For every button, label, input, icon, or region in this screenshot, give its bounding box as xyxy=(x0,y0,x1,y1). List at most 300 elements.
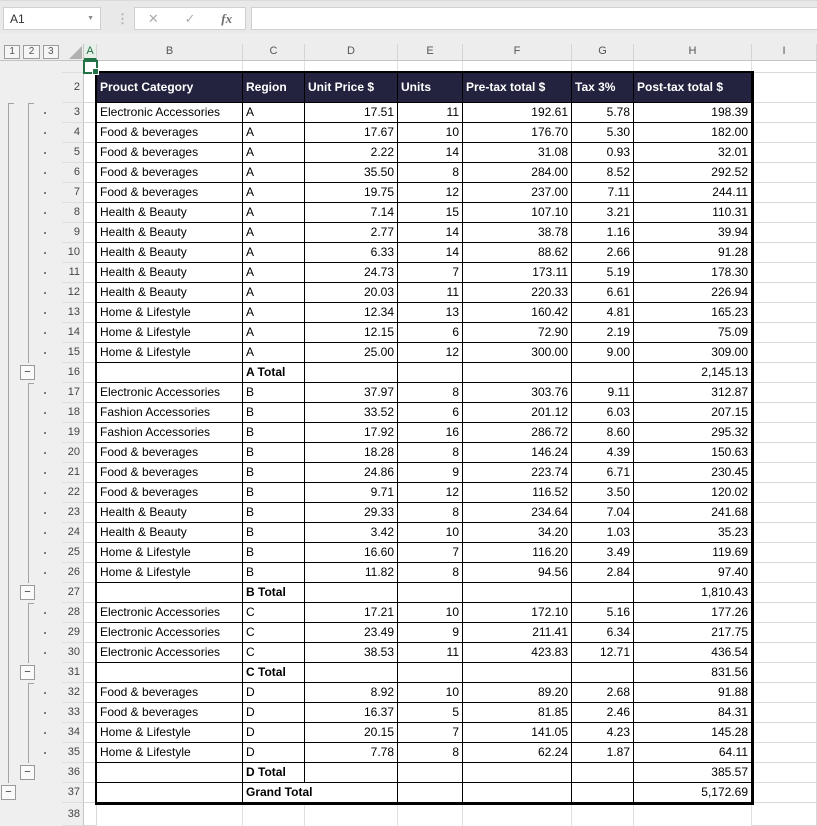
row-header-36[interactable]: 36 xyxy=(62,763,84,783)
cell-F20[interactable]: 146.24 xyxy=(463,443,572,463)
cell-G23[interactable]: 7.04 xyxy=(572,503,634,523)
cell-I20[interactable] xyxy=(752,443,817,463)
row-header-9[interactable]: 9 xyxy=(62,223,84,243)
cell-I30[interactable] xyxy=(752,643,817,663)
cell-I1[interactable] xyxy=(752,61,817,73)
cell-I16[interactable] xyxy=(752,363,817,383)
cell-C6[interactable]: A xyxy=(243,163,305,183)
row-header-11[interactable]: 11 xyxy=(62,263,84,283)
cell-H33[interactable]: 84.31 xyxy=(634,703,752,723)
cell-I3[interactable] xyxy=(752,103,817,123)
cell-C29[interactable]: C xyxy=(243,623,305,643)
cell-D8[interactable]: 7.14 xyxy=(305,203,398,223)
cell-A17[interactable] xyxy=(84,383,97,403)
cell-B12[interactable]: Health & Beauty xyxy=(97,283,243,303)
cell-B14[interactable]: Home & Lifestyle xyxy=(97,323,243,343)
cell-G19[interactable]: 8.60 xyxy=(572,423,634,443)
cell-A33[interactable] xyxy=(84,703,97,723)
cell-D5[interactable]: 2.22 xyxy=(305,143,398,163)
cell-G35[interactable]: 1.87 xyxy=(572,743,634,763)
column-header-A[interactable]: A xyxy=(84,44,97,60)
cell-E1[interactable] xyxy=(398,61,463,73)
cell-E18[interactable]: 6 xyxy=(398,403,463,423)
cell-E30[interactable]: 11 xyxy=(398,643,463,663)
cell-C13[interactable]: A xyxy=(243,303,305,323)
cell-A10[interactable] xyxy=(84,243,97,263)
cell-H2[interactable]: Post-tax total $ xyxy=(634,73,752,103)
row-header-35[interactable]: 35 xyxy=(62,743,84,763)
cell-B38[interactable] xyxy=(97,803,243,826)
cell-C20[interactable]: B xyxy=(243,443,305,463)
column-header-I[interactable]: I xyxy=(752,44,817,60)
cell-I35[interactable] xyxy=(752,743,817,763)
cell-B8[interactable]: Health & Beauty xyxy=(97,203,243,223)
cell-H5[interactable]: 32.01 xyxy=(634,143,752,163)
cell-G11[interactable]: 5.19 xyxy=(572,263,634,283)
cell-H8[interactable]: 110.31 xyxy=(634,203,752,223)
cell-C2[interactable]: Region xyxy=(243,73,305,103)
cell-F2[interactable]: Pre-tax total $ xyxy=(463,73,572,103)
cell-E32[interactable]: 10 xyxy=(398,683,463,703)
cell-A19[interactable] xyxy=(84,423,97,443)
cell-D24[interactable]: 3.42 xyxy=(305,523,398,543)
cell-B20[interactable]: Food & beverages xyxy=(97,443,243,463)
cell-F34[interactable]: 141.05 xyxy=(463,723,572,743)
cell-H25[interactable]: 119.69 xyxy=(634,543,752,563)
cell-H38[interactable] xyxy=(634,803,752,826)
cell-F21[interactable]: 223.74 xyxy=(463,463,572,483)
cell-H12[interactable]: 226.94 xyxy=(634,283,752,303)
cell-A31[interactable] xyxy=(84,663,97,683)
cell-B33[interactable]: Food & beverages xyxy=(97,703,243,723)
cell-F15[interactable]: 300.00 xyxy=(463,343,572,363)
cell-G30[interactable]: 12.71 xyxy=(572,643,634,663)
row-header-1[interactable] xyxy=(62,61,84,73)
row-header-10[interactable]: 10 xyxy=(62,243,84,263)
cell-H24[interactable]: 35.23 xyxy=(634,523,752,543)
column-header-H[interactable]: H xyxy=(634,44,752,60)
cell-I37[interactable] xyxy=(752,783,817,803)
cell-F22[interactable]: 116.52 xyxy=(463,483,572,503)
cell-I24[interactable] xyxy=(752,523,817,543)
name-box[interactable] xyxy=(3,7,101,30)
cell-D13[interactable]: 12.34 xyxy=(305,303,398,323)
cell-G24[interactable]: 1.03 xyxy=(572,523,634,543)
cell-D6[interactable]: 35.50 xyxy=(305,163,398,183)
cell-F12[interactable]: 220.33 xyxy=(463,283,572,303)
cell-A25[interactable] xyxy=(84,543,97,563)
cell-F38[interactable] xyxy=(463,803,572,826)
cell-B25[interactable]: Home & Lifestyle xyxy=(97,543,243,563)
cell-E33[interactable]: 5 xyxy=(398,703,463,723)
cell-B16[interactable] xyxy=(97,363,243,383)
cell-G10[interactable]: 2.66 xyxy=(572,243,634,263)
cell-C31[interactable]: C Total xyxy=(243,663,305,683)
row-header-13[interactable]: 13 xyxy=(62,303,84,323)
cell-C22[interactable]: B xyxy=(243,483,305,503)
cell-G31[interactable] xyxy=(572,663,634,683)
cell-B32[interactable]: Food & beverages xyxy=(97,683,243,703)
cell-A4[interactable] xyxy=(84,123,97,143)
cell-A2[interactable] xyxy=(84,73,97,103)
row-header-23[interactable]: 23 xyxy=(62,503,84,523)
cell-A12[interactable] xyxy=(84,283,97,303)
cell-B36[interactable] xyxy=(97,763,243,783)
cell-B17[interactable]: Electronic Accessories xyxy=(97,383,243,403)
cell-D3[interactable]: 17.51 xyxy=(305,103,398,123)
cell-D2[interactable]: Unit Price $ xyxy=(305,73,398,103)
row-header-31[interactable]: 31 xyxy=(62,663,84,683)
cell-C17[interactable]: B xyxy=(243,383,305,403)
cell-C5[interactable]: A xyxy=(243,143,305,163)
cell-B4[interactable]: Food & beverages xyxy=(97,123,243,143)
cancel-icon[interactable]: ✕ xyxy=(147,10,159,26)
cell-E31[interactable] xyxy=(398,663,463,683)
cell-B3[interactable]: Electronic Accessories xyxy=(97,103,243,123)
cell-G37[interactable] xyxy=(572,783,634,803)
cell-F24[interactable]: 34.20 xyxy=(463,523,572,543)
cell-B1[interactable] xyxy=(97,61,243,73)
cell-G20[interactable]: 4.39 xyxy=(572,443,634,463)
outline-level-button-3[interactable]: 3 xyxy=(43,45,59,59)
cell-B37[interactable] xyxy=(97,783,243,803)
cell-F36[interactable] xyxy=(463,763,572,783)
cell-B22[interactable]: Food & beverages xyxy=(97,483,243,503)
cell-G6[interactable]: 8.52 xyxy=(572,163,634,183)
cell-F19[interactable]: 286.72 xyxy=(463,423,572,443)
cell-D17[interactable]: 37.97 xyxy=(305,383,398,403)
cell-H6[interactable]: 292.52 xyxy=(634,163,752,183)
cell-G15[interactable]: 9.00 xyxy=(572,343,634,363)
cell-E24[interactable]: 10 xyxy=(398,523,463,543)
cell-C36[interactable]: D Total xyxy=(243,763,305,783)
cell-I8[interactable] xyxy=(752,203,817,223)
cell-A38[interactable] xyxy=(84,803,97,826)
cell-E23[interactable]: 8 xyxy=(398,503,463,523)
cell-F23[interactable]: 234.64 xyxy=(463,503,572,523)
cell-E16[interactable] xyxy=(398,363,463,383)
cell-E22[interactable]: 12 xyxy=(398,483,463,503)
cell-H1[interactable] xyxy=(634,61,752,73)
cell-D36[interactable] xyxy=(305,763,398,783)
cell-C21[interactable]: B xyxy=(243,463,305,483)
row-header-2[interactable]: 2 xyxy=(62,73,84,103)
cell-F31[interactable] xyxy=(463,663,572,683)
cell-H27[interactable]: 1,810.43 xyxy=(634,583,752,603)
cell-H29[interactable]: 217.75 xyxy=(634,623,752,643)
cell-E7[interactable]: 12 xyxy=(398,183,463,203)
outline-collapse-button-row-31[interactable]: − xyxy=(20,665,35,680)
cell-I14[interactable] xyxy=(752,323,817,343)
cell-E29[interactable]: 9 xyxy=(398,623,463,643)
cell-F30[interactable]: 423.83 xyxy=(463,643,572,663)
cell-C16[interactable]: A Total xyxy=(243,363,305,383)
cell-E3[interactable]: 11 xyxy=(398,103,463,123)
cell-B13[interactable]: Home & Lifestyle xyxy=(97,303,243,323)
cell-H20[interactable]: 150.63 xyxy=(634,443,752,463)
cell-B28[interactable]: Electronic Accessories xyxy=(97,603,243,623)
cell-H31[interactable]: 831.56 xyxy=(634,663,752,683)
cell-G5[interactable]: 0.93 xyxy=(572,143,634,163)
outline-collapse-button-row-37[interactable]: − xyxy=(1,785,16,800)
insert-function-icon[interactable]: fx xyxy=(221,10,233,26)
cell-B21[interactable]: Food & beverages xyxy=(97,463,243,483)
cell-E2[interactable]: Units xyxy=(398,73,463,103)
cell-G28[interactable]: 5.16 xyxy=(572,603,634,623)
cell-A24[interactable] xyxy=(84,523,97,543)
cell-H26[interactable]: 97.40 xyxy=(634,563,752,583)
outline-level-button-1[interactable]: 1 xyxy=(4,45,20,59)
cell-A34[interactable] xyxy=(84,723,97,743)
cell-G17[interactable]: 9.11 xyxy=(572,383,634,403)
cell-D34[interactable]: 20.15 xyxy=(305,723,398,743)
cell-A7[interactable] xyxy=(84,183,97,203)
cell-I18[interactable] xyxy=(752,403,817,423)
row-header-5[interactable]: 5 xyxy=(62,143,84,163)
cell-E17[interactable]: 8 xyxy=(398,383,463,403)
cell-A32[interactable] xyxy=(84,683,97,703)
cell-B6[interactable]: Food & beverages xyxy=(97,163,243,183)
row-header-4[interactable]: 4 xyxy=(62,123,84,143)
cell-A29[interactable] xyxy=(84,623,97,643)
cell-D9[interactable]: 2.77 xyxy=(305,223,398,243)
row-header-7[interactable]: 7 xyxy=(62,183,84,203)
cell-I34[interactable] xyxy=(752,723,817,743)
cell-D32[interactable]: 8.92 xyxy=(305,683,398,703)
cell-A30[interactable] xyxy=(84,643,97,663)
cell-E6[interactable]: 8 xyxy=(398,163,463,183)
cell-H22[interactable]: 120.02 xyxy=(634,483,752,503)
cell-C28[interactable]: C xyxy=(243,603,305,623)
cell-A36[interactable] xyxy=(84,763,97,783)
cell-B11[interactable]: Health & Beauty xyxy=(97,263,243,283)
cell-E20[interactable]: 8 xyxy=(398,443,463,463)
cell-I9[interactable] xyxy=(752,223,817,243)
cell-F17[interactable]: 303.76 xyxy=(463,383,572,403)
cell-E37[interactable] xyxy=(398,783,463,803)
cell-E34[interactable]: 7 xyxy=(398,723,463,743)
cell-F7[interactable]: 237.00 xyxy=(463,183,572,203)
cell-E4[interactable]: 10 xyxy=(398,123,463,143)
cell-B7[interactable]: Food & beverages xyxy=(97,183,243,203)
cell-C37[interactable]: Grand Total xyxy=(243,783,398,803)
cell-F3[interactable]: 192.61 xyxy=(463,103,572,123)
enter-icon[interactable]: ✓ xyxy=(184,10,196,26)
cell-G7[interactable]: 7.11 xyxy=(572,183,634,203)
cell-C15[interactable]: A xyxy=(243,343,305,363)
cell-F13[interactable]: 160.42 xyxy=(463,303,572,323)
cell-I19[interactable] xyxy=(752,423,817,443)
row-header-16[interactable]: 16 xyxy=(62,363,84,383)
cell-B9[interactable]: Health & Beauty xyxy=(97,223,243,243)
cell-D12[interactable]: 20.03 xyxy=(305,283,398,303)
cell-I17[interactable] xyxy=(752,383,817,403)
formula-input[interactable] xyxy=(251,7,817,30)
cell-E11[interactable]: 7 xyxy=(398,263,463,283)
cell-G9[interactable]: 1.16 xyxy=(572,223,634,243)
cell-B26[interactable]: Home & Lifestyle xyxy=(97,563,243,583)
cell-F37[interactable] xyxy=(463,783,572,803)
cell-E36[interactable] xyxy=(398,763,463,783)
cell-F1[interactable] xyxy=(463,61,572,73)
cell-I15[interactable] xyxy=(752,343,817,363)
cell-D7[interactable]: 19.75 xyxy=(305,183,398,203)
cell-H21[interactable]: 230.45 xyxy=(634,463,752,483)
cell-C24[interactable]: B xyxy=(243,523,305,543)
cell-E10[interactable]: 14 xyxy=(398,243,463,263)
row-header-17[interactable]: 17 xyxy=(62,383,84,403)
cell-G29[interactable]: 6.34 xyxy=(572,623,634,643)
cell-C4[interactable]: A xyxy=(243,123,305,143)
cell-E26[interactable]: 8 xyxy=(398,563,463,583)
cell-C26[interactable]: B xyxy=(243,563,305,583)
cell-B24[interactable]: Health & Beauty xyxy=(97,523,243,543)
cell-B29[interactable]: Electronic Accessories xyxy=(97,623,243,643)
cell-A14[interactable] xyxy=(84,323,97,343)
cell-B23[interactable]: Health & Beauty xyxy=(97,503,243,523)
cell-H14[interactable]: 75.09 xyxy=(634,323,752,343)
cell-G22[interactable]: 3.50 xyxy=(572,483,634,503)
cell-F25[interactable]: 116.20 xyxy=(463,543,572,563)
cell-G2[interactable]: Tax 3% xyxy=(572,73,634,103)
row-header-20[interactable]: 20 xyxy=(62,443,84,463)
cell-D4[interactable]: 17.67 xyxy=(305,123,398,143)
outline-collapse-button-row-16[interactable]: − xyxy=(20,365,35,380)
cell-B30[interactable]: Electronic Accessories xyxy=(97,643,243,663)
cell-G14[interactable]: 2.19 xyxy=(572,323,634,343)
cell-H16[interactable]: 2,145.13 xyxy=(634,363,752,383)
cell-F5[interactable]: 31.08 xyxy=(463,143,572,163)
cell-G4[interactable]: 5.30 xyxy=(572,123,634,143)
cell-F4[interactable]: 176.70 xyxy=(463,123,572,143)
cell-E14[interactable]: 6 xyxy=(398,323,463,343)
cell-A1[interactable] xyxy=(84,61,97,73)
cell-E21[interactable]: 9 xyxy=(398,463,463,483)
cell-I23[interactable] xyxy=(752,503,817,523)
cell-G34[interactable]: 4.23 xyxy=(572,723,634,743)
row-header-34[interactable]: 34 xyxy=(62,723,84,743)
row-header-25[interactable]: 25 xyxy=(62,543,84,563)
cell-I36[interactable] xyxy=(752,763,817,783)
cell-H4[interactable]: 182.00 xyxy=(634,123,752,143)
cell-C8[interactable]: A xyxy=(243,203,305,223)
cell-C14[interactable]: A xyxy=(243,323,305,343)
row-header-28[interactable]: 28 xyxy=(62,603,84,623)
outline-collapse-button-row-27[interactable]: − xyxy=(20,585,35,600)
cell-I13[interactable] xyxy=(752,303,817,323)
name-box-dropdown-icon[interactable]: ▼ xyxy=(87,15,94,22)
cell-E9[interactable]: 14 xyxy=(398,223,463,243)
cell-C23[interactable]: B xyxy=(243,503,305,523)
cell-C25[interactable]: B xyxy=(243,543,305,563)
cell-A5[interactable] xyxy=(84,143,97,163)
cell-I38[interactable] xyxy=(752,803,817,826)
row-header-30[interactable]: 30 xyxy=(62,643,84,663)
cell-E35[interactable]: 8 xyxy=(398,743,463,763)
cell-E13[interactable]: 13 xyxy=(398,303,463,323)
cell-G12[interactable]: 6.61 xyxy=(572,283,634,303)
cell-I4[interactable] xyxy=(752,123,817,143)
row-header-14[interactable]: 14 xyxy=(62,323,84,343)
cell-A11[interactable] xyxy=(84,263,97,283)
cell-H9[interactable]: 39.94 xyxy=(634,223,752,243)
cell-B10[interactable]: Health & Beauty xyxy=(97,243,243,263)
cell-E8[interactable]: 15 xyxy=(398,203,463,223)
cell-A27[interactable] xyxy=(84,583,97,603)
cell-H18[interactable]: 207.15 xyxy=(634,403,752,423)
cell-F28[interactable]: 172.10 xyxy=(463,603,572,623)
cell-B5[interactable]: Food & beverages xyxy=(97,143,243,163)
cell-H32[interactable]: 91.88 xyxy=(634,683,752,703)
cell-A15[interactable] xyxy=(84,343,97,363)
row-header-19[interactable]: 19 xyxy=(62,423,84,443)
cell-D15[interactable]: 25.00 xyxy=(305,343,398,363)
cell-F33[interactable]: 81.85 xyxy=(463,703,572,723)
cell-H23[interactable]: 241.68 xyxy=(634,503,752,523)
cell-F32[interactable]: 89.20 xyxy=(463,683,572,703)
cell-C10[interactable]: A xyxy=(243,243,305,263)
cell-D30[interactable]: 38.53 xyxy=(305,643,398,663)
cell-I25[interactable] xyxy=(752,543,817,563)
row-header-12[interactable]: 12 xyxy=(62,283,84,303)
column-header-G[interactable]: G xyxy=(572,44,634,60)
cell-G25[interactable]: 3.49 xyxy=(572,543,634,563)
cell-D28[interactable]: 17.21 xyxy=(305,603,398,623)
cell-F27[interactable] xyxy=(463,583,572,603)
cell-I27[interactable] xyxy=(752,583,817,603)
cell-B19[interactable]: Fashion Accessories xyxy=(97,423,243,443)
cell-I29[interactable] xyxy=(752,623,817,643)
cell-C11[interactable]: A xyxy=(243,263,305,283)
row-header-8[interactable]: 8 xyxy=(62,203,84,223)
cell-C1[interactable] xyxy=(243,61,305,73)
row-header-21[interactable]: 21 xyxy=(62,463,84,483)
cell-H30[interactable]: 436.54 xyxy=(634,643,752,663)
cell-I28[interactable] xyxy=(752,603,817,623)
cell-H15[interactable]: 309.00 xyxy=(634,343,752,363)
cell-D11[interactable]: 24.73 xyxy=(305,263,398,283)
cell-A8[interactable] xyxy=(84,203,97,223)
cell-I12[interactable] xyxy=(752,283,817,303)
cell-H28[interactable]: 177.26 xyxy=(634,603,752,623)
row-header-26[interactable]: 26 xyxy=(62,563,84,583)
cell-C34[interactable]: D xyxy=(243,723,305,743)
cell-I32[interactable] xyxy=(752,683,817,703)
cell-I26[interactable] xyxy=(752,563,817,583)
cell-D27[interactable] xyxy=(305,583,398,603)
cell-B18[interactable]: Fashion Accessories xyxy=(97,403,243,423)
row-header-15[interactable]: 15 xyxy=(62,343,84,363)
row-header-37[interactable]: 37 xyxy=(62,783,84,803)
cell-C30[interactable]: C xyxy=(243,643,305,663)
row-header-38[interactable]: 38 xyxy=(62,803,84,826)
outline-level-button-2[interactable]: 2 xyxy=(23,45,39,59)
cell-G1[interactable] xyxy=(572,61,634,73)
cell-D21[interactable]: 24.86 xyxy=(305,463,398,483)
cell-E28[interactable]: 10 xyxy=(398,603,463,623)
cell-G21[interactable]: 6.71 xyxy=(572,463,634,483)
cell-A21[interactable] xyxy=(84,463,97,483)
cell-D22[interactable]: 9.71 xyxy=(305,483,398,503)
cell-H11[interactable]: 178.30 xyxy=(634,263,752,283)
cell-G36[interactable] xyxy=(572,763,634,783)
row-header-32[interactable]: 32 xyxy=(62,683,84,703)
cell-G8[interactable]: 3.21 xyxy=(572,203,634,223)
cell-A28[interactable] xyxy=(84,603,97,623)
cell-D33[interactable]: 16.37 xyxy=(305,703,398,723)
column-header-C[interactable]: C xyxy=(243,44,305,60)
cell-F10[interactable]: 88.62 xyxy=(463,243,572,263)
